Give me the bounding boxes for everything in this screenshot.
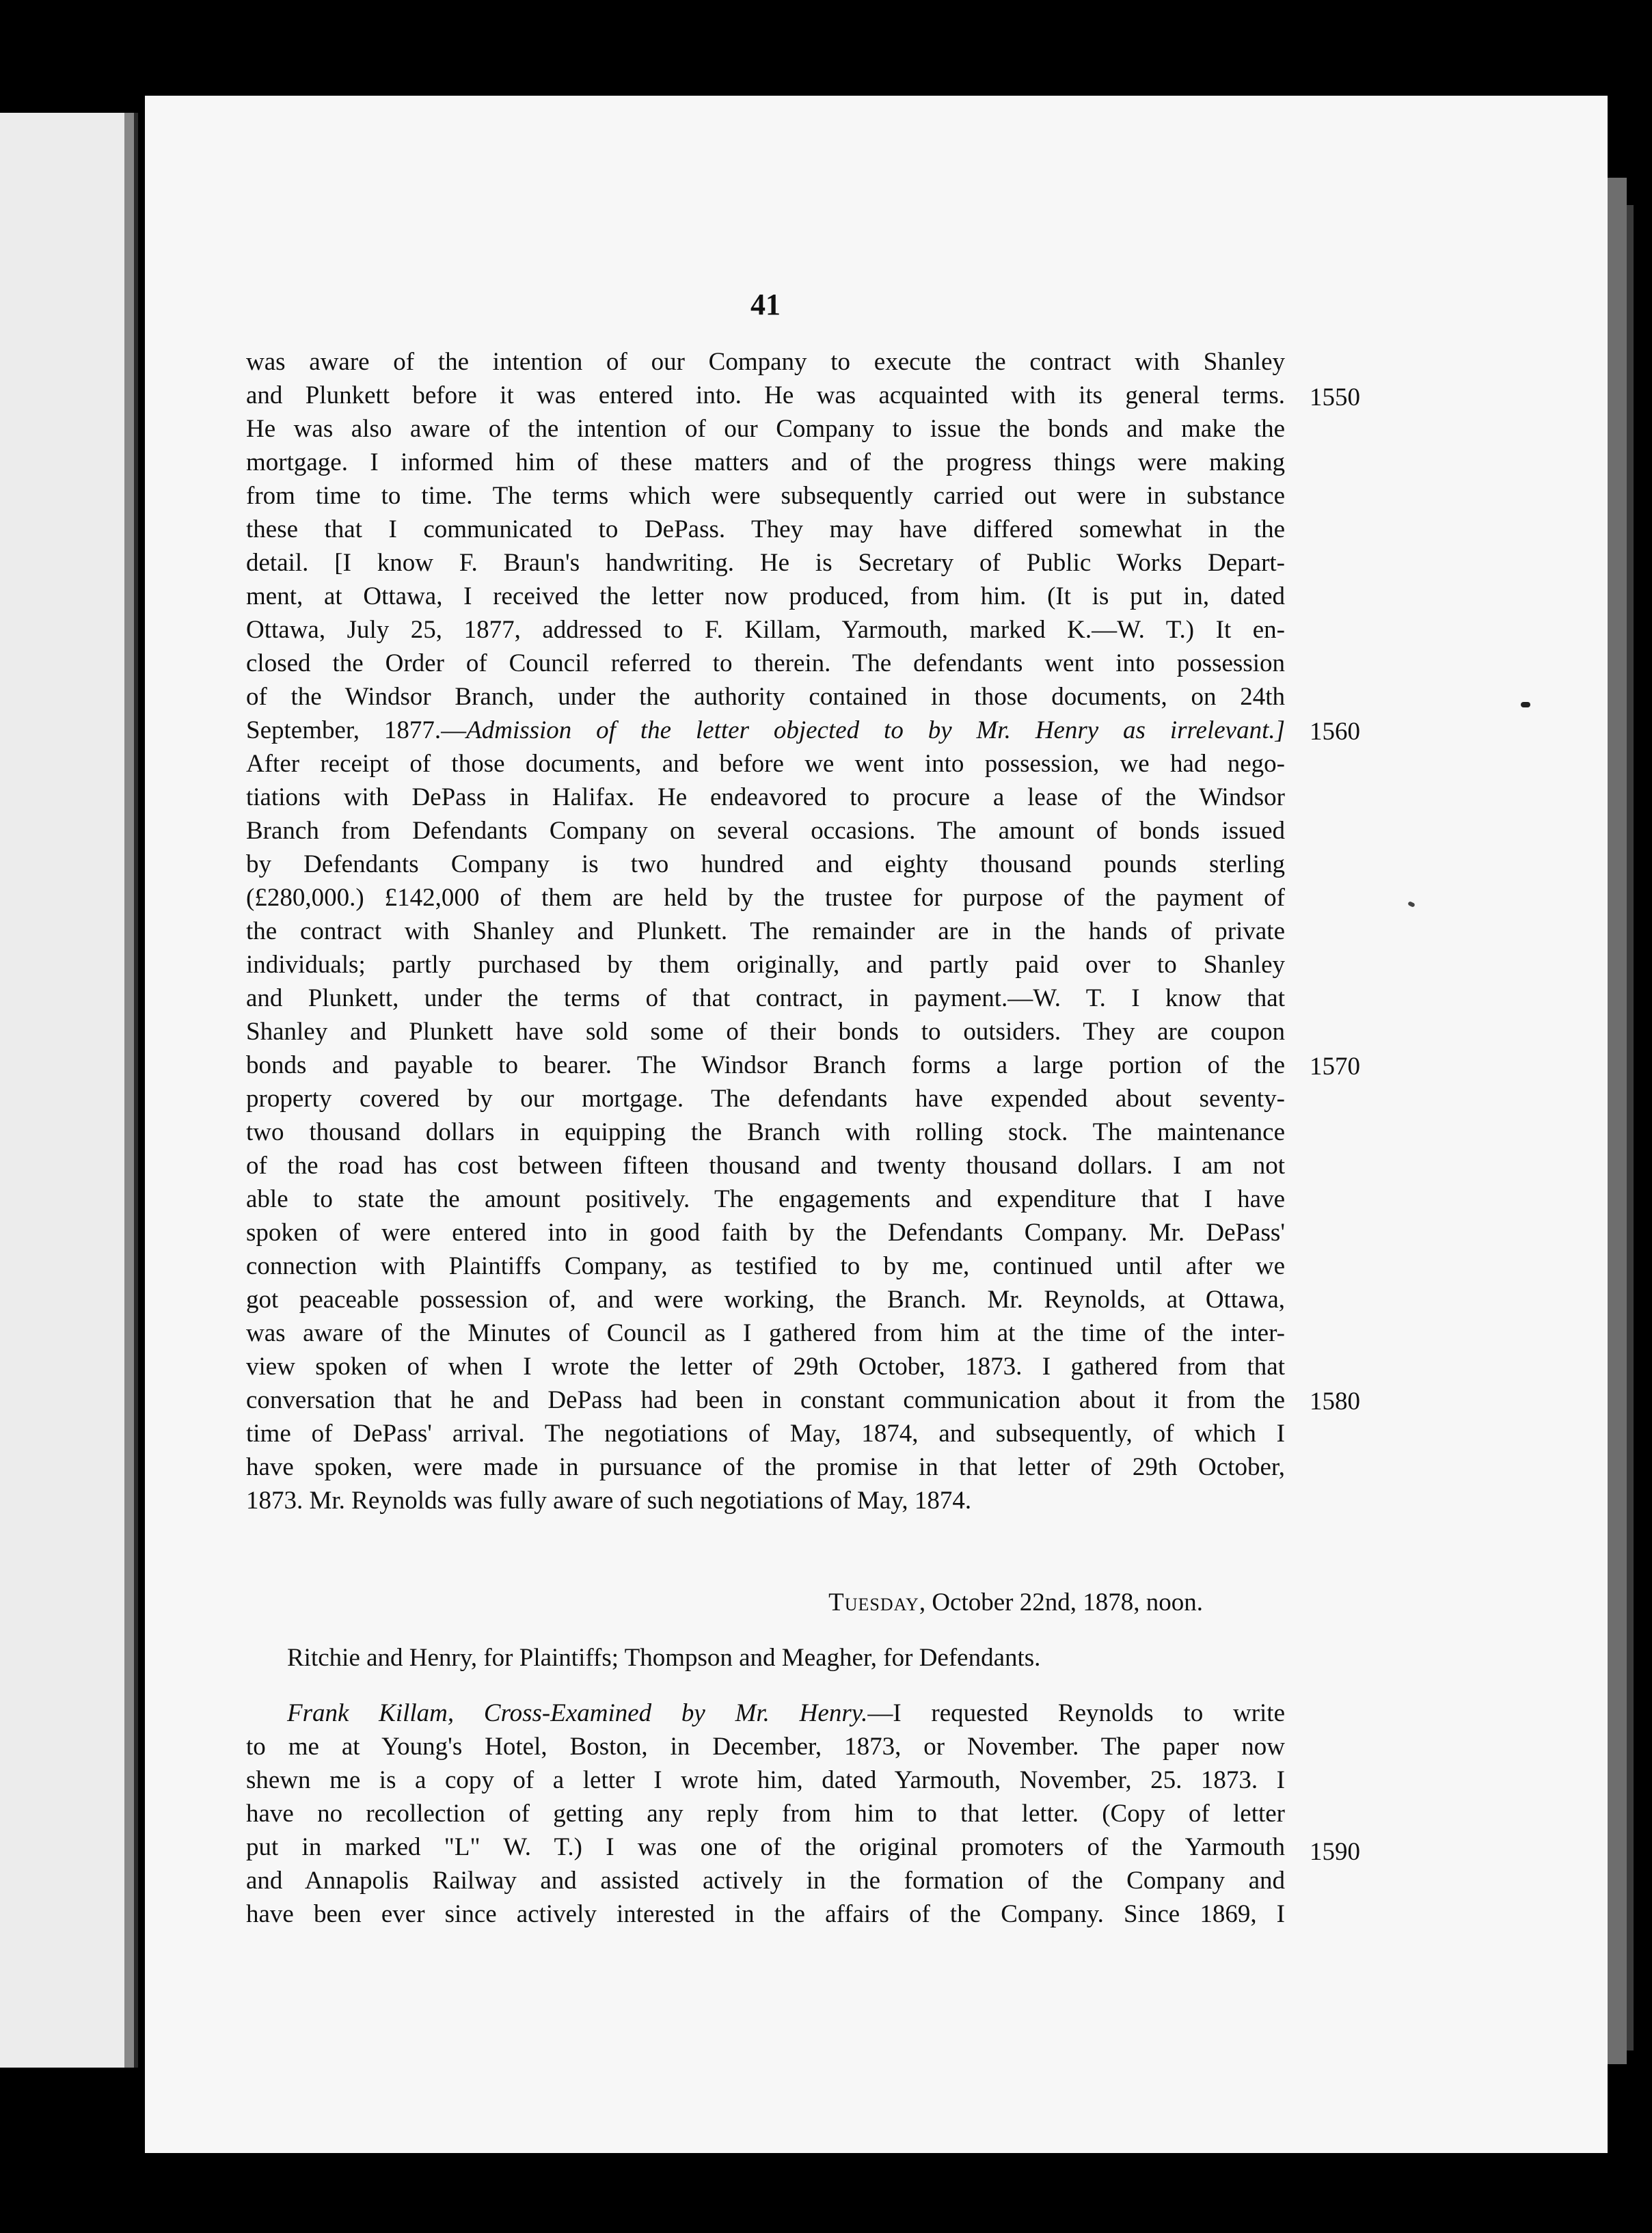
book-gutter [134, 113, 138, 2068]
text-line: He was also aware of the intention of our Company to issue the bonds and make the [246, 415, 1285, 443]
text-line: After receipt of those documents, and before we went into possession, we had nego- [246, 750, 1285, 778]
left-page-edge [0, 113, 137, 2068]
text-line: was aware of the Minutes of Council as I gathered from him at the time of the inter- [246, 1319, 1285, 1347]
session-day: Tuesday [828, 1588, 919, 1616]
text-line: and Plunkett before it was entered into. He was acquainted with its general terms. [246, 381, 1285, 409]
text-line: shewn me is a copy of a letter I wrote him, dated Yarmouth, November, 25. 1873. I [246, 1766, 1285, 1794]
text-line: and Annapolis Railway and assisted actively in the formation of the Company and [246, 1867, 1285, 1895]
text-line: and Plunkett, under the terms of that contract, in payment.—W. T. I know that [246, 984, 1285, 1012]
text-line: (£280,000.) £142,000 of them are held by the trustee for purpose of the payment of [246, 884, 1285, 912]
spacer [246, 1619, 1285, 1641]
text-line: bonds and payable to bearer. The Windsor Branch forms a large portion of the [246, 1051, 1285, 1079]
text-line: detail. [I know F. Braun's handwriting. He is Secretary of Public Works Depart- [246, 549, 1285, 577]
text-line: conversation that he and DePass had been in constant communication about it from the [246, 1386, 1285, 1414]
text-line: time of DePass' arrival. The negotiations of May, 1874, and subsequently, of which I [246, 1420, 1285, 1448]
text-line: Shanley and Plunkett have sold some of their bonds to outsiders. They are coupon [246, 1018, 1285, 1046]
italic-objection: Admission of the letter objected to by Mr. Henry as irrelevant.] [466, 716, 1285, 744]
text-line: 1873. Mr. Reynolds was fully aware of such negotiations of May, 1874. [246, 1487, 972, 1515]
text-line: of the Windsor Branch, under the authority contained in those documents, on 24th [246, 683, 1285, 711]
session-date: , October 22nd, 1878, noon. [919, 1588, 1203, 1616]
line-number-marker: 1560 [1310, 718, 1360, 746]
counsel-line: Ritchie and Henry, for Plaintiffs; Thompson and Meagher, for Defendants. [287, 1644, 1041, 1672]
spacer [246, 1675, 1285, 1696]
text-line: two thousand dollars in equipping the Branch with rolling stock. The maintenance [246, 1118, 1285, 1146]
text-line: Branch from Defendants Company on several occasions. The amount of bonds issued [246, 817, 1285, 845]
line-number-marker: 1580 [1310, 1388, 1360, 1416]
text-line: able to state the amount positively. The engagements and expenditure that I have [246, 1185, 1285, 1213]
line-number-marker: 1570 [1310, 1053, 1360, 1081]
text-line [246, 1696, 1285, 1730]
body-text [246, 345, 1285, 1931]
text-line: property covered by our mortgage. The defendants have expended about seventy- [246, 1085, 1285, 1113]
witness-heading: Frank Killam, Cross-Examined by Mr. Henry. [287, 1699, 868, 1727]
line-number-marker: 1590 [1310, 1838, 1360, 1866]
text-line: got peaceable possession of, and were working, the Branch. Mr. Reynolds, at Ottawa, [246, 1286, 1285, 1314]
text-line: closed the Order of Council referred to therein. The defendants went into possession [246, 649, 1285, 677]
text-line: connection with Plaintiffs Company, as testified to by me, continued until after we [246, 1252, 1285, 1280]
text-line: of the road has cost between fifteen thousand and twenty thousand dollars. I am not [246, 1152, 1285, 1180]
text-line: mortgage. I informed him of these matters and of the progress things were making [246, 448, 1285, 476]
page-edge-shadow [1608, 178, 1627, 2064]
text-line: from time to time. The terms which were subsequently carried out were in substance [246, 482, 1285, 510]
text-line: these that I communicated to DePass. They may have differed somewhat in the [246, 515, 1285, 543]
text-line: individuals; partly purchased by them originally, and partly paid over to Shanley [246, 951, 1285, 979]
text-line: have been ever since actively interested in the affairs of the Company. Since 1869, I [246, 1900, 1285, 1928]
text-line-end: —I requested Reynolds to write [867, 1699, 1285, 1727]
text-line: put in marked "L" W. T.) I was one of the original promoters of the Yarmouth [246, 1833, 1285, 1861]
text-line [246, 714, 1285, 747]
text-line: the contract with Shanley and Plunkett. The remainder are in the hands of private [246, 917, 1285, 945]
text-line: have spoken, were made in pursuance of the promise in that letter of 29th October, [246, 1453, 1285, 1481]
speck-mark [1521, 702, 1530, 707]
text-line: to me at Young's Hotel, Boston, in December, 1873, or November. The paper now [246, 1733, 1285, 1761]
text-line: ment, at Ottawa, I received the letter now produced, from him. (It is put in, dated [246, 582, 1285, 610]
text-line: Ottawa, July 25, 1877, addressed to F. Killam, Yarmouth, marked K.—W. T.) It en- [246, 616, 1285, 644]
text-line: have no recollection of getting any reply from him to that letter. (Copy of letter [246, 1800, 1285, 1828]
text-line: was aware of the intention of our Company to execute the contract with Shanley [246, 348, 1285, 376]
text-line: by Defendants Company is two hundred and eighty thousand pounds sterling [246, 850, 1285, 878]
text-line: tiations with DePass in Halifax. He endeavored to procure a lease of the Windsor [246, 783, 1285, 811]
text-line-start: September, 1877.— [246, 716, 467, 744]
session-heading [246, 1586, 1285, 1619]
line-number-marker: 1550 [1310, 383, 1360, 411]
text-line: spoken of were entered into in good faith by the Defendants Company. Mr. DePass' [246, 1219, 1285, 1247]
spacer [246, 1517, 1285, 1586]
text-line: view spoken of when I wrote the letter of 29th October, 1873. I gathered from that [246, 1353, 1285, 1381]
page-number: 41 [750, 288, 781, 321]
page-edge-dark [1627, 205, 1634, 2051]
